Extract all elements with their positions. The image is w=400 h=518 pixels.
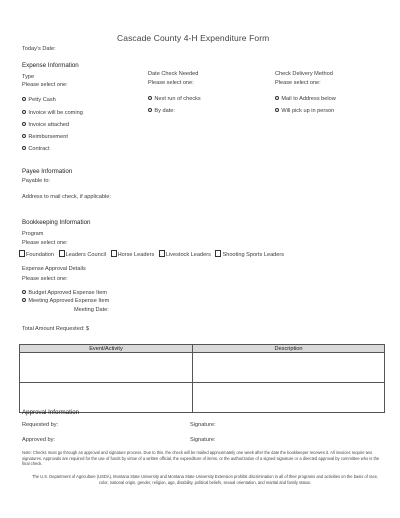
radio-icon	[22, 110, 26, 114]
footer-usda-statement: The U.S. Department of Agriculture (USDA), Montana State University and Montana State University Extension prohibit discrimination in all of their programs and activities on the basis of race, color, national origin, gender, religion, age, disability, political beliefs, sexual orientation, and marital and family status.	[31, 474, 379, 485]
check-needed-label: Date Check Needed	[148, 71, 199, 77]
bookkeeping-heading: Bookkeeping Information	[22, 219, 91, 226]
signature-label-1: Signature:	[190, 422, 216, 428]
checkbox-icon	[159, 250, 165, 257]
radio-icon	[22, 146, 26, 150]
radio-icon	[275, 96, 279, 100]
delivery-method-label: Check Delivery Method	[275, 71, 333, 77]
check-option-by-date[interactable]: By date:	[148, 108, 175, 114]
payable-to-label: Payable to:	[22, 178, 50, 184]
program-option-foundation[interactable]: Foundation	[19, 252, 57, 258]
table-cell-event[interactable]	[20, 383, 193, 413]
payee-heading: Payee Information	[22, 168, 73, 175]
type-label: Type	[22, 74, 35, 80]
form-title: Cascade County 4-H Expenditure Form	[117, 33, 270, 43]
delivery-select-label: Please select one:	[275, 80, 321, 86]
total-amount-label: Total Amount Requested: $	[22, 326, 90, 332]
program-option-leaders-council[interactable]: Leaders Council	[59, 252, 109, 258]
expense-heading: Expense Information	[22, 62, 79, 69]
delivery-option-mail[interactable]: Mail to Address below	[275, 96, 336, 102]
radio-icon	[148, 108, 152, 112]
approved-by-label: Approved by:	[22, 437, 55, 443]
type-select-label: Please select one:	[22, 82, 68, 88]
type-option-invoice-attached[interactable]: Invoice attached	[22, 122, 69, 128]
type-option-petty-cash[interactable]: Petty Cash	[22, 97, 56, 103]
program-option-livestock-leaders[interactable]: Livestock Leaders	[159, 252, 214, 258]
program-options	[19, 251, 287, 258]
type-option-contract[interactable]: Contract	[22, 146, 50, 152]
check-option-next-run[interactable]: Next run of checks	[148, 96, 201, 102]
checkbox-icon	[19, 250, 25, 257]
checkbox-icon	[59, 250, 65, 257]
radio-icon	[275, 108, 279, 112]
approval-option-meeting[interactable]: Meeting Approved Expense Item	[22, 298, 109, 304]
program-option-shooting-sports[interactable]: Shooting Sports Leaders	[215, 252, 287, 258]
type-option-invoice-coming[interactable]: Invoice will be coming	[22, 110, 83, 116]
signature-label-2: Signature:	[190, 437, 216, 443]
approval-heading: Approval Information	[22, 409, 80, 416]
table-cell-description[interactable]	[193, 383, 385, 413]
meeting-date-label: Meeting Date:	[74, 307, 109, 313]
table-header-description: Description	[193, 345, 385, 353]
radio-icon	[22, 134, 26, 138]
approval-details-select-label: Please select one:	[22, 276, 68, 282]
checkbox-icon	[215, 250, 221, 257]
program-option-horse-leaders[interactable]: Horse Leaders	[111, 252, 158, 258]
radio-icon	[22, 122, 26, 126]
table-row	[20, 383, 385, 413]
table-header-event: Event/Activity	[20, 345, 193, 353]
program-select-label: Please select one:	[22, 240, 68, 246]
delivery-option-pickup[interactable]: Will pick up in person	[275, 108, 334, 114]
check-needed-select-label: Please select one:	[148, 80, 194, 86]
radio-icon	[22, 97, 26, 101]
address-label: Address to mail check, if applicable:	[22, 194, 111, 200]
program-label: Program	[22, 231, 44, 237]
radio-icon	[148, 96, 152, 100]
date-label: Today's Date:	[22, 46, 56, 52]
type-option-reimbursement[interactable]: Reimbursement	[22, 134, 68, 140]
checkbox-icon	[111, 250, 117, 257]
requested-by-label: Requested by:	[22, 422, 59, 428]
approval-details-heading: Expense Approval Details	[22, 266, 86, 272]
expense-table	[19, 344, 385, 413]
table-cell-event[interactable]	[20, 353, 193, 383]
radio-icon	[22, 298, 26, 302]
table-row	[20, 353, 385, 383]
radio-icon	[22, 290, 26, 294]
table-cell-description[interactable]	[193, 353, 385, 383]
footer-note: Note: Checks must go through an approval and signature process. Due to this, the check will be mailed approximately one week after the date the bookkeeper receives it. All invoices require two signatures. Approvals are required for the use of funds by virtue of a written official, the expenditure of items, or the authorization of a signed signature or a directed approval by committee who is the final check.	[22, 450, 380, 467]
table-header-row	[20, 345, 385, 353]
approval-option-budget[interactable]: Budget Approved Expense Item	[22, 290, 107, 296]
